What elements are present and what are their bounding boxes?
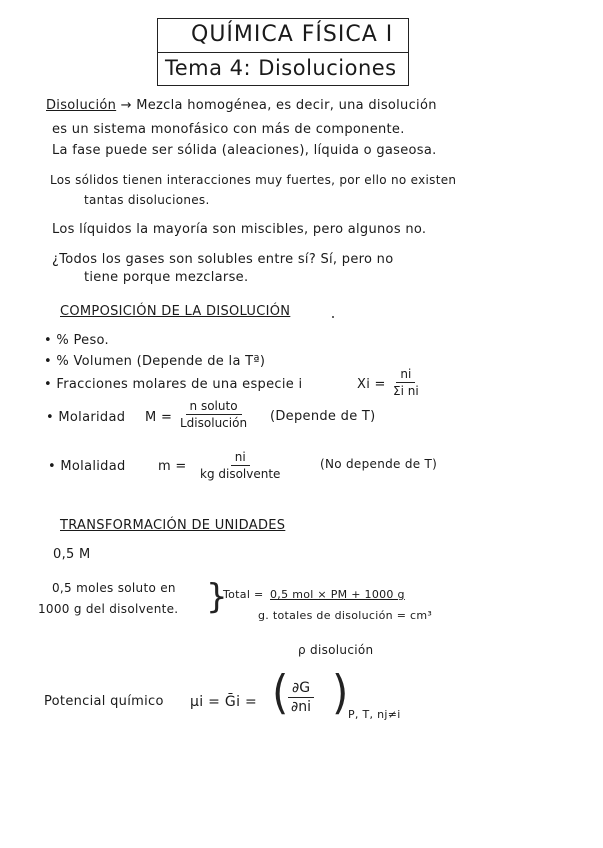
- definition-line-6: Los líquidos la mayoría son miscibles, pero algunos no.: [52, 222, 427, 237]
- arrow-icon: →: [120, 98, 132, 113]
- derivative-denominator: ∂ni: [291, 699, 312, 715]
- derivative-numerator: ∂G: [288, 680, 314, 698]
- molarity-denominator: Ldisolución: [180, 416, 248, 430]
- close-paren: ): [332, 665, 349, 720]
- molarity-note: (Depende de T): [270, 409, 376, 424]
- molality-denominator: kg disolvente: [200, 467, 281, 481]
- units-heading: TRANSFORMACIÓN DE UNIDADES: [60, 518, 286, 533]
- definition-line-4: Los sólidos tienen interacciones muy fuertes, por ello no existen: [50, 173, 457, 187]
- molar-fraction-denominator: Σi ni: [393, 384, 419, 398]
- molality-numerator: ni: [231, 450, 250, 466]
- definition-term: Disolución: [46, 98, 117, 113]
- units-total-label: Total =: [223, 588, 264, 601]
- composition-item-volume: • % Volumen (Depende de la Tª): [44, 354, 266, 369]
- heading-period: [332, 316, 334, 318]
- definition-first-line: [46, 98, 437, 113]
- molar-fraction-formula: [393, 367, 419, 398]
- definition-line-7: ¿Todos los gases son solubles entre sí? Sí, pero no: [52, 252, 394, 267]
- rho-note: ρ disolución: [298, 643, 374, 657]
- molar-fraction-lhs: Xi =: [357, 377, 386, 392]
- composition-heading: COMPOSICIÓN DE LA DISOLUCIÓN: [60, 304, 291, 319]
- title-divider: [158, 52, 408, 53]
- composition-item-molarity: • Molaridad: [46, 410, 126, 425]
- open-paren: (: [272, 665, 289, 720]
- definition-line-2: es un sistema monofásico con más de componente.: [52, 122, 405, 137]
- units-total-expression: 0,5 mol × PM + 1000 g: [270, 588, 405, 601]
- molarity-lhs: M =: [145, 410, 173, 425]
- units-left-line-1: 0,5 moles soluto en: [52, 581, 176, 595]
- page-title: QUÍMICA FÍSICA I: [191, 22, 394, 47]
- molarity-formula: [180, 399, 247, 430]
- molar-fraction-numerator: ni: [396, 367, 415, 383]
- definition-text: Mezcla homogénea, es decir, una disolución: [136, 98, 437, 113]
- chemical-potential-lhs: μi = Ḡi =: [190, 694, 258, 710]
- chemical-potential-derivative: [288, 680, 314, 715]
- composition-item-molality: • Molalidad: [48, 459, 126, 474]
- page-subtitle: Tema 4: Disoluciones: [165, 56, 397, 80]
- composition-item-molar-fraction: • Fracciones molares de una especie i: [44, 377, 303, 392]
- molality-note: (No depende de T): [320, 457, 438, 471]
- curly-brace: }: [206, 577, 228, 617]
- units-left-line-2: 1000 g del disolvente.: [38, 602, 179, 616]
- molality-lhs: m =: [158, 459, 187, 474]
- units-total-line-2: g. totales de disolución = cm³: [258, 609, 433, 622]
- definition-line-5: tantas disoluciones.: [84, 193, 210, 207]
- chemical-potential-label: Potencial químico: [44, 694, 164, 709]
- chemical-potential-subscript: P, T, nj≠i: [348, 708, 401, 721]
- composition-item-weight: • % Peso.: [44, 333, 109, 348]
- definition-line-8: tiene porque mezclarse.: [84, 270, 249, 285]
- units-value: 0,5 M: [53, 547, 91, 562]
- molarity-numerator: n soluto: [186, 399, 242, 415]
- molality-formula: [200, 450, 280, 481]
- definition-line-3: La fase puede ser sólida (aleaciones), líquida o gaseosa.: [52, 143, 437, 158]
